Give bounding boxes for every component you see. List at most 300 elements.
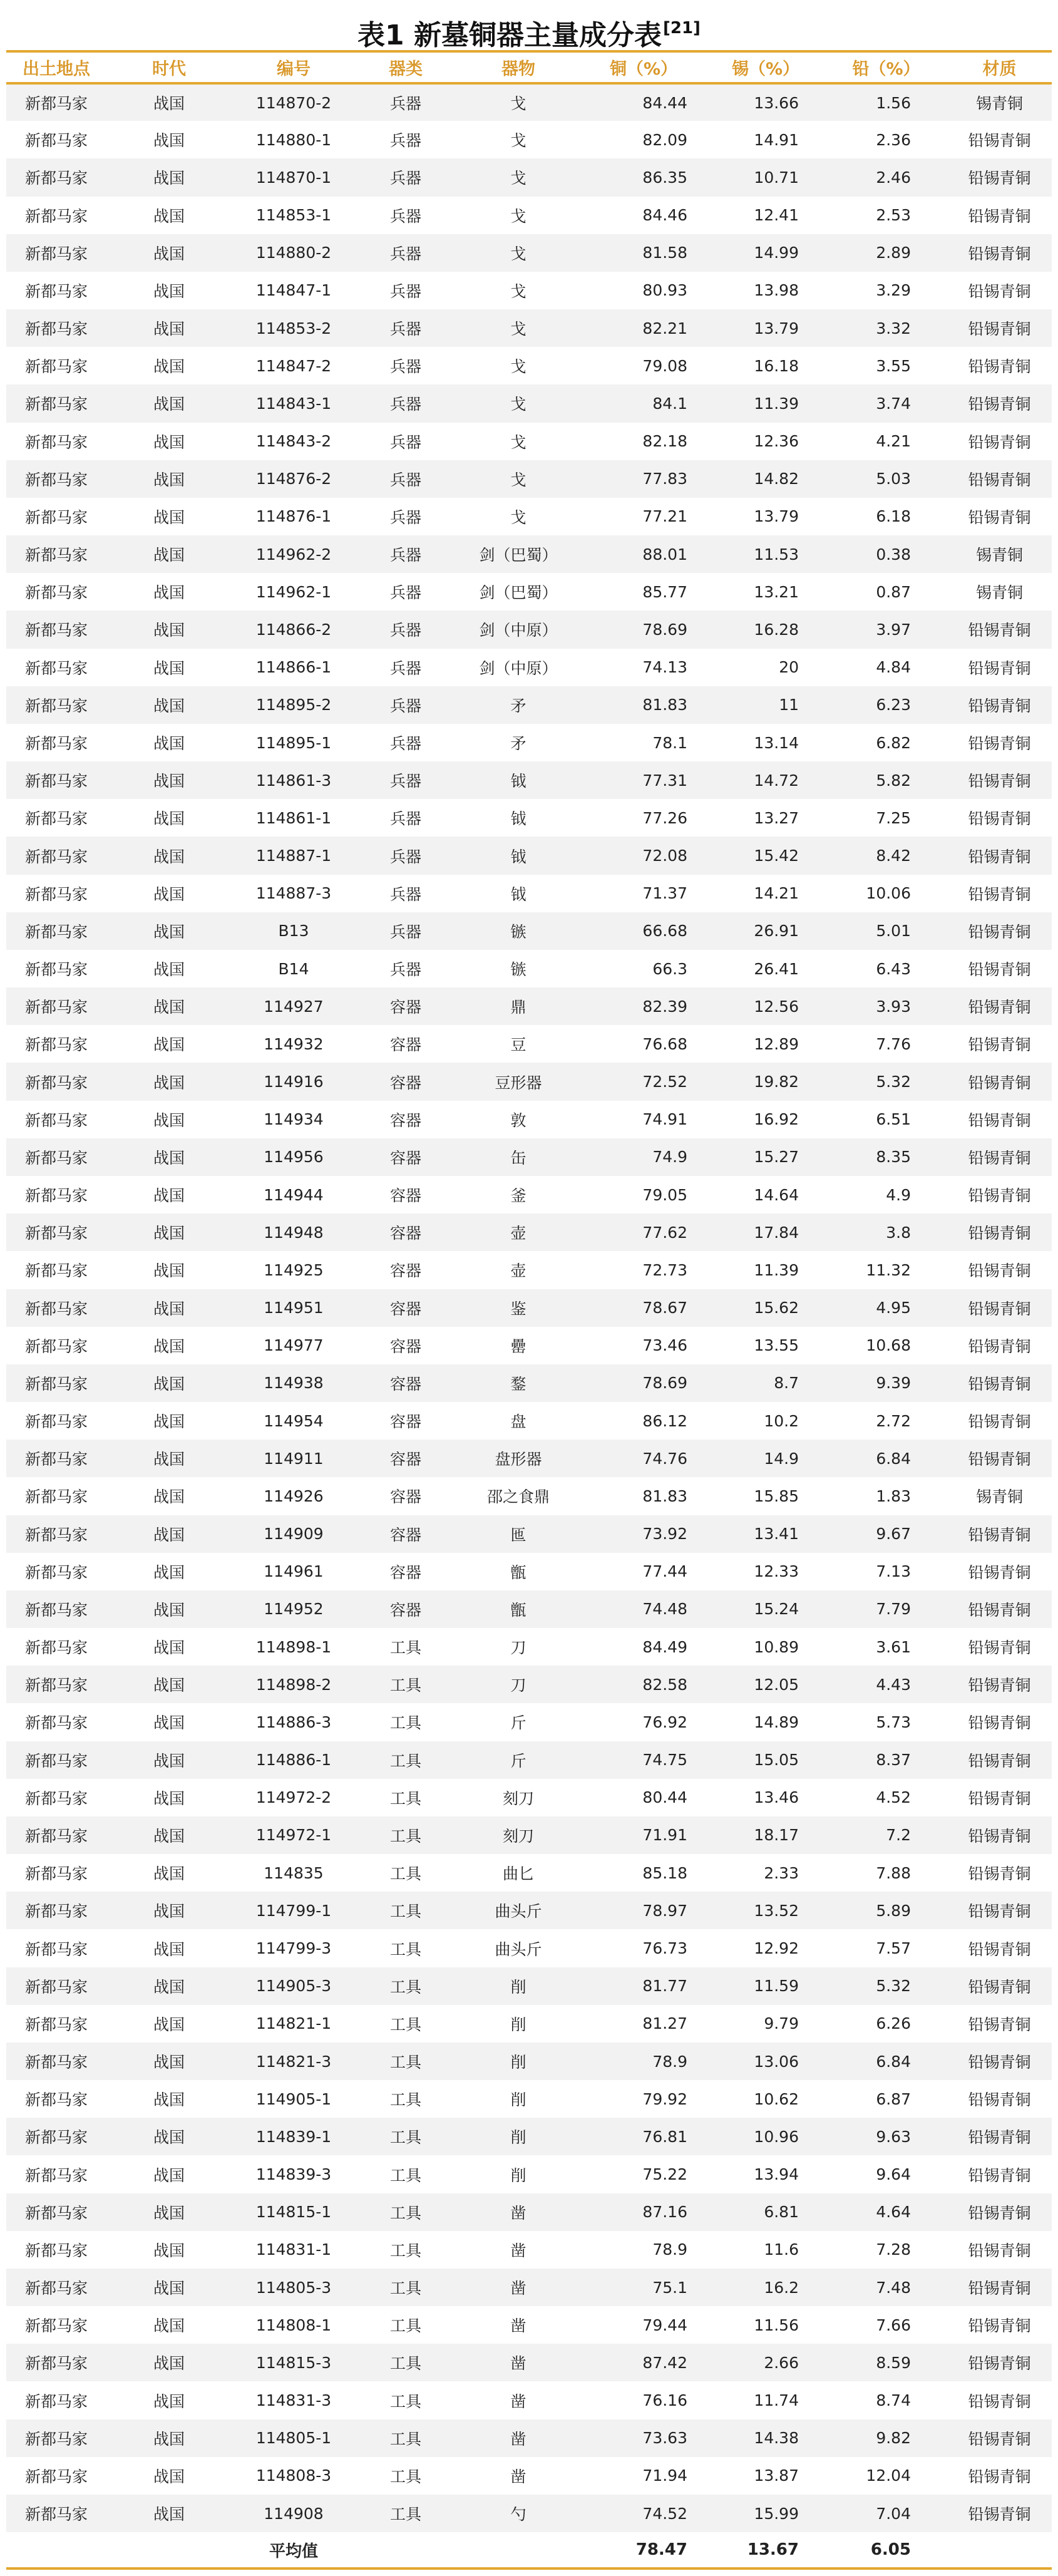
cell-lead: 9.63: [876, 2127, 911, 2146]
cell-copper: 87.16: [642, 2203, 687, 2222]
cell-object: 钺: [510, 885, 526, 904]
header-object: 器物: [456, 51, 581, 83]
cell-material: 铅锡青铜: [968, 621, 1031, 640]
cell-site: 新都马家: [24, 1224, 88, 1243]
cell-lead: 5.73: [876, 1713, 911, 1731]
cell-object: 矛: [510, 734, 526, 753]
cell-category: 工具: [389, 1714, 421, 1733]
cell-site: 新都马家: [24, 1563, 88, 1582]
cell-copper: 80.44: [642, 1788, 687, 1807]
cell-id: 114799-1: [255, 1901, 332, 1920]
cell-material: 铅锡青铜: [968, 1826, 1031, 1845]
cell-category: 工具: [389, 2241, 421, 2260]
cell-copper: 79.08: [642, 356, 687, 375]
cell-copper: 78.9: [652, 2240, 687, 2259]
cell-material: 铅锡青铜: [968, 2015, 1031, 2034]
cell-site: 新都马家: [24, 1902, 88, 1921]
cell-material: 铅锡青铜: [968, 2166, 1031, 2185]
cell-tin: 10.89: [754, 1637, 799, 1656]
cell-category: 兵器: [389, 320, 421, 339]
cell-tin: 14.89: [754, 1713, 799, 1731]
table-row: [6, 1477, 1052, 1515]
cell-id: 114927: [264, 997, 324, 1016]
table-row: [6, 611, 1052, 648]
cell-tin: 15.42: [754, 847, 799, 865]
cell-material: 铅锡青铜: [968, 470, 1031, 489]
table-row: [6, 2080, 1052, 2118]
cell-copper: 74.52: [642, 2504, 687, 2523]
cell-period: 战国: [153, 470, 185, 489]
cell-category: 兵器: [389, 169, 421, 188]
cell-category: 兵器: [389, 734, 421, 753]
cell-category: 工具: [389, 2166, 421, 2185]
cell-tin: 6.81: [764, 2203, 799, 2222]
cell-id: 114938: [264, 1374, 324, 1393]
cell-id: 114853-1: [255, 206, 332, 225]
cell-id: 114886-3: [255, 1713, 332, 1731]
cell-id: B14: [278, 959, 309, 978]
cell-lead: 3.8: [886, 1223, 911, 1242]
cell-site: 新都马家: [24, 2166, 88, 2185]
cell-category: 容器: [389, 1262, 421, 1280]
cell-period: 战国: [153, 2203, 185, 2222]
cell-site: 新都马家: [24, 433, 88, 451]
cell-object: 斤: [510, 1751, 526, 1770]
cell-object: 凿: [510, 2317, 526, 2336]
header-copper: 铜（%）: [581, 51, 706, 83]
cell-lead: 9.67: [876, 1525, 911, 1543]
cell-period: 战国: [153, 2128, 185, 2147]
cell-category: 工具: [389, 1940, 421, 1959]
cell-material: 铅锡青铜: [968, 1865, 1031, 1883]
cell-id: 114843-1: [255, 394, 332, 413]
cell-material: 铅锡青铜: [968, 2203, 1031, 2222]
table-row: [6, 158, 1052, 196]
cell-site: 新都马家: [24, 1789, 88, 1808]
cell-lead: 6.18: [876, 507, 911, 526]
cell-lead: 7.48: [876, 2278, 911, 2297]
cell-lead: 5.32: [876, 1977, 911, 1996]
cell-object: 剑（中原）: [479, 659, 558, 677]
table-row: [6, 1063, 1052, 1100]
cell-category: 兵器: [389, 131, 421, 150]
cell-site: 新都马家: [24, 1073, 88, 1092]
cell-object: 戈: [510, 207, 526, 225]
cell-copper: 73.63: [642, 2429, 687, 2448]
cell-period: 战国: [153, 1902, 185, 1921]
table-row: [6, 1854, 1052, 1892]
cell-id: 114839-3: [255, 2165, 332, 2184]
cell-material: 铅锡青铜: [968, 1714, 1031, 1733]
cell-category: 兵器: [389, 395, 421, 414]
cell-material: 铅锡青铜: [968, 320, 1031, 339]
cell-id: B13: [278, 922, 309, 940]
cell-material: 铅锡青铜: [968, 1224, 1031, 1243]
cell-period: 战国: [153, 2053, 185, 2072]
cell-lead: 6.84: [876, 2052, 911, 2071]
cell-lead: 4.9: [886, 1185, 911, 1204]
cell-material: 铅锡青铜: [968, 2053, 1031, 2072]
cell-object: 罍: [510, 1337, 526, 1356]
cell-site: 新都马家: [24, 961, 88, 979]
cell-object: 削: [510, 2091, 526, 2110]
cell-id: 114895-2: [255, 696, 332, 714]
cell-site: 新都马家: [24, 2429, 88, 2448]
cell-copper: 77.44: [642, 1562, 687, 1581]
cell-category: 兵器: [389, 508, 421, 527]
cell-id: 114934: [264, 1110, 324, 1129]
cell-object: 刀: [510, 1639, 526, 1657]
cell-site: 新都马家: [24, 2128, 88, 2147]
cell-site: 新都马家: [24, 810, 88, 828]
cell-lead: 9.39: [876, 1374, 911, 1393]
cell-lead: 6.26: [876, 2014, 911, 2033]
cell-id: 114962-1: [255, 582, 332, 601]
cell-category: 兵器: [389, 847, 421, 866]
cell-category: 工具: [389, 2015, 421, 2034]
cell-material: 铅锡青铜: [968, 433, 1031, 451]
cell-object: 削: [510, 1977, 526, 1996]
table-row: [6, 1816, 1052, 1854]
cell-lead: 2.53: [876, 206, 911, 225]
cell-copper: 87.42: [642, 2353, 687, 2372]
table-row: [6, 1703, 1052, 1741]
cell-period: 战国: [153, 2392, 185, 2411]
cell-material: 铅锡青铜: [968, 2392, 1031, 2411]
cell-tin: 12.41: [754, 206, 799, 225]
cell-tin: 8.7: [774, 1374, 799, 1393]
cell-category: 工具: [389, 1977, 421, 1996]
cell-site: 新都马家: [24, 1187, 88, 1205]
cell-object: 镞: [510, 922, 526, 941]
cell-copper: 74.48: [642, 1600, 687, 1619]
cell-copper: 86.35: [642, 168, 687, 187]
cell-lead: 11.32: [866, 1260, 911, 1279]
cell-copper: 84.1: [652, 394, 687, 413]
cell-tin: 9.79: [764, 2014, 799, 2033]
cell-object: 邵之食鼎: [486, 1488, 550, 1507]
cell-material: 铅锡青铜: [968, 696, 1031, 715]
cell-copper: 71.37: [642, 884, 687, 903]
cell-lead: 10.06: [866, 884, 911, 903]
cell-id: 114952: [264, 1600, 324, 1619]
cell-tin: 10.71: [754, 168, 799, 187]
cell-material: 铅锡青铜: [968, 244, 1031, 263]
cell-material: 铅锡青铜: [968, 961, 1031, 979]
cell-tin: 10.96: [754, 2127, 799, 2146]
cell-tin: 13.94: [754, 2165, 799, 2184]
cell-tin: 15.62: [754, 1299, 799, 1317]
cell-site: 新都马家: [24, 2091, 88, 2110]
cell-category: 工具: [389, 1902, 421, 1921]
cell-site: 新都马家: [24, 1600, 88, 1619]
table-row: [6, 1628, 1052, 1666]
cell-tin: 17.84: [754, 1223, 799, 1242]
cell-lead: 7.66: [876, 2316, 911, 2334]
cell-site: 新都马家: [24, 847, 88, 866]
cell-copper: 79.44: [642, 2316, 687, 2334]
cell-site: 新都马家: [24, 508, 88, 527]
cell-object: 凿: [510, 2429, 526, 2448]
cell-copper: 82.09: [642, 130, 687, 149]
cell-material: 铅锡青铜: [968, 207, 1031, 225]
average-tin: 13.67: [706, 2532, 825, 2568]
cell-object: 钺: [510, 847, 526, 866]
cell-material: 铅锡青铜: [968, 772, 1031, 791]
cell-id: 114898-2: [255, 1675, 332, 1694]
cell-tin: 12.33: [754, 1562, 799, 1581]
cell-tin: 14.21: [754, 884, 799, 903]
cell-copper: 74.75: [642, 1751, 687, 1770]
cell-period: 战国: [153, 2505, 185, 2524]
cell-copper: 74.76: [642, 1449, 687, 1468]
cell-id: 114977: [264, 1336, 324, 1355]
cell-object: 钺: [510, 810, 526, 828]
cell-site: 新都马家: [24, 470, 88, 489]
cell-site: 新都马家: [24, 244, 88, 263]
cell-category: 兵器: [389, 922, 421, 941]
header-site: 出土地点: [6, 51, 106, 83]
cell-site: 新都马家: [24, 282, 88, 301]
cell-period: 战国: [153, 2429, 185, 2448]
cell-lead: 7.13: [876, 1562, 911, 1581]
cell-lead: 3.29: [876, 281, 911, 300]
cell-material: 铅锡青铜: [968, 659, 1031, 677]
cell-tin: 2.33: [764, 1863, 799, 1882]
cell-object: 矛: [510, 696, 526, 715]
cell-period: 战国: [153, 772, 185, 791]
cell-category: 兵器: [389, 659, 421, 677]
cell-site: 新都马家: [24, 169, 88, 188]
cell-material: 铅锡青铜: [968, 2241, 1031, 2260]
cell-site: 新都马家: [24, 207, 88, 225]
cell-copper: 66.68: [642, 922, 687, 940]
cell-category: 兵器: [389, 961, 421, 979]
cell-period: 战国: [153, 2015, 185, 2034]
table-row: [6, 2005, 1052, 2043]
cell-object: 曲头斤: [495, 1902, 542, 1921]
cell-category: 工具: [389, 2505, 421, 2524]
cell-copper: 77.62: [642, 1223, 687, 1242]
cell-copper: 71.91: [642, 1826, 687, 1845]
cell-copper: 78.1: [652, 733, 687, 752]
cell-id: 114839-1: [255, 2127, 332, 2146]
cell-material: 铅锡青铜: [968, 2317, 1031, 2336]
cell-tin: 12.56: [754, 997, 799, 1016]
cell-object: 甑: [510, 1563, 526, 1582]
cell-lead: 4.84: [876, 658, 911, 677]
cell-id: 114870-1: [255, 168, 332, 187]
cell-material: 锡青铜: [975, 546, 1023, 565]
cell-lead: 7.04: [876, 2504, 911, 2523]
cell-lead: 7.25: [876, 808, 911, 827]
cell-lead: 2.46: [876, 168, 911, 187]
cell-lead: 7.88: [876, 1863, 911, 1882]
header-lead: 铅（%）: [825, 51, 947, 83]
cell-lead: 3.93: [876, 997, 911, 1016]
cell-lead: 7.57: [876, 1939, 911, 1957]
cell-period: 战国: [153, 696, 185, 715]
cell-site: 新都马家: [24, 320, 88, 339]
cell-tin: 10.62: [754, 2089, 799, 2108]
cell-copper: 74.13: [642, 658, 687, 677]
cell-tin: 13.27: [754, 808, 799, 827]
cell-site: 新都马家: [24, 2317, 88, 2336]
cell-tin: 15.24: [754, 1600, 799, 1619]
cell-id: 114887-3: [255, 884, 332, 903]
cell-category: 工具: [389, 2392, 421, 2411]
table-row: [6, 2306, 1052, 2344]
table-title-reference: [21]: [662, 19, 701, 38]
cell-material: 铅锡青铜: [968, 1563, 1031, 1582]
cell-period: 战国: [153, 1600, 185, 1619]
cell-material: 铅锡青铜: [968, 2429, 1031, 2448]
cell-id: 114880-1: [255, 130, 332, 149]
cell-lead: 7.28: [876, 2240, 911, 2259]
cell-object: 钺: [510, 772, 526, 791]
table-row: [6, 2344, 1052, 2381]
cell-site: 新都马家: [24, 395, 88, 414]
cell-object: 削: [510, 2053, 526, 2072]
cell-period: 战国: [153, 207, 185, 225]
table-row: [6, 309, 1052, 347]
cell-copper: 81.27: [642, 2014, 687, 2033]
cell-id: 114909: [264, 1525, 324, 1543]
cell-lead: 7.2: [886, 1826, 911, 1845]
cell-category: 兵器: [389, 696, 421, 715]
cell-site: 新都马家: [24, 772, 88, 791]
cell-lead: 4.43: [876, 1675, 911, 1694]
cell-period: 战国: [153, 734, 185, 753]
cell-copper: 76.73: [642, 1939, 687, 1957]
cell-period: 战国: [153, 95, 185, 113]
cell-copper: 72.08: [642, 847, 687, 865]
table-row: [6, 761, 1052, 799]
cell-period: 战国: [153, 922, 185, 941]
cell-site: 新都马家: [24, 2203, 88, 2222]
table-footer: [6, 2532, 1052, 2568]
table-row: [6, 686, 1052, 724]
cell-tin: 13.79: [754, 319, 799, 337]
cell-object: 鼎: [510, 998, 526, 1017]
table-row: [6, 875, 1052, 912]
cell-object: 戈: [510, 169, 526, 188]
cell-category: 工具: [389, 2429, 421, 2448]
cell-tin: 14.99: [754, 244, 799, 262]
average-empty-material: [947, 2532, 1052, 2568]
cell-category: 容器: [389, 1299, 421, 1318]
cell-category: 容器: [389, 1488, 421, 1507]
cell-site: 新都马家: [24, 2015, 88, 2034]
cell-lead: 7.76: [876, 1034, 911, 1053]
cell-object: 戈: [510, 433, 526, 451]
cell-lead: 8.37: [876, 1751, 911, 1770]
cell-copper: 77.26: [642, 808, 687, 827]
cell-tin: 15.05: [754, 1751, 799, 1770]
table-row: [6, 2118, 1052, 2155]
cell-material: 锡青铜: [975, 584, 1023, 602]
cell-id: 114808-3: [255, 2466, 332, 2485]
cell-id: 114847-2: [255, 356, 332, 375]
cell-lead: 9.82: [876, 2429, 911, 2448]
cell-id: 114821-3: [255, 2052, 332, 2071]
cell-object: 凿: [510, 2392, 526, 2411]
cell-material: 铅锡青铜: [968, 1639, 1031, 1657]
cell-category: 兵器: [389, 621, 421, 640]
cell-lead: 2.89: [876, 244, 911, 262]
table-row: [6, 649, 1052, 686]
cell-tin: 13.21: [754, 582, 799, 601]
cell-site: 新都马家: [24, 2241, 88, 2260]
cell-id: 114925: [264, 1260, 324, 1279]
cell-tin: 11.39: [754, 1260, 799, 1279]
cell-copper: 81.77: [642, 1977, 687, 1996]
cell-material: 铅锡青铜: [968, 131, 1031, 150]
cell-material: 铅锡青铜: [968, 2279, 1031, 2298]
cell-tin: 14.9: [764, 1449, 799, 1468]
cell-id: 114905-1: [255, 2089, 332, 2108]
cell-object: 凿: [510, 2279, 526, 2298]
cell-category: 工具: [389, 2467, 421, 2486]
cell-period: 战国: [153, 1374, 185, 1393]
cell-id: 114831-3: [255, 2391, 332, 2410]
cell-id: 114944: [264, 1185, 324, 1204]
cell-material: 铅锡青铜: [968, 1413, 1031, 1431]
cell-material: 铅锡青铜: [968, 1450, 1031, 1469]
cell-site: 新都马家: [24, 1639, 88, 1657]
cell-lead: 8.42: [876, 847, 911, 865]
cell-period: 战国: [153, 2241, 185, 2260]
cell-object: 凿: [510, 2354, 526, 2373]
table-row: [6, 987, 1052, 1025]
cell-site: 新都马家: [24, 734, 88, 753]
cell-lead: 8.59: [876, 2353, 911, 2372]
cell-tin: 12.89: [754, 1034, 799, 1053]
cell-site: 新都马家: [24, 1413, 88, 1431]
table-row: [6, 1929, 1052, 1967]
cell-material: 铅锡青铜: [968, 2467, 1031, 2486]
cell-copper: 84.46: [642, 206, 687, 225]
cell-site: 新都马家: [24, 1337, 88, 1356]
cell-tin: 10.2: [764, 1411, 799, 1430]
cell-id: 114916: [264, 1073, 324, 1091]
cell-period: 战国: [153, 546, 185, 565]
cell-site: 新都马家: [24, 2053, 88, 2072]
table-row: [6, 2381, 1052, 2419]
cell-category: 兵器: [389, 282, 421, 301]
table-row: [6, 1967, 1052, 2005]
cell-material: 铅锡青铜: [968, 395, 1031, 414]
cell-site: 新都马家: [24, 1865, 88, 1883]
cell-material: 铅锡青铜: [968, 922, 1031, 941]
table-row: [6, 384, 1052, 422]
cell-period: 战国: [153, 1224, 185, 1243]
cell-period: 战国: [153, 1073, 185, 1092]
cell-period: 战国: [153, 961, 185, 979]
cell-object: 戈: [510, 244, 526, 263]
cell-object: 戈: [510, 320, 526, 339]
cell-lead: 5.82: [876, 771, 911, 790]
cell-site: 新都马家: [24, 1148, 88, 1167]
cell-category: 兵器: [389, 358, 421, 376]
cell-material: 铅锡青铜: [968, 2505, 1031, 2524]
cell-material: 铅锡青铜: [968, 169, 1031, 188]
cell-lead: 3.61: [876, 1637, 911, 1656]
cell-category: 容器: [389, 1036, 421, 1054]
header-category: 器类: [356, 51, 456, 83]
cell-tin: 15.85: [754, 1486, 799, 1505]
cell-copper: 78.69: [642, 620, 687, 639]
